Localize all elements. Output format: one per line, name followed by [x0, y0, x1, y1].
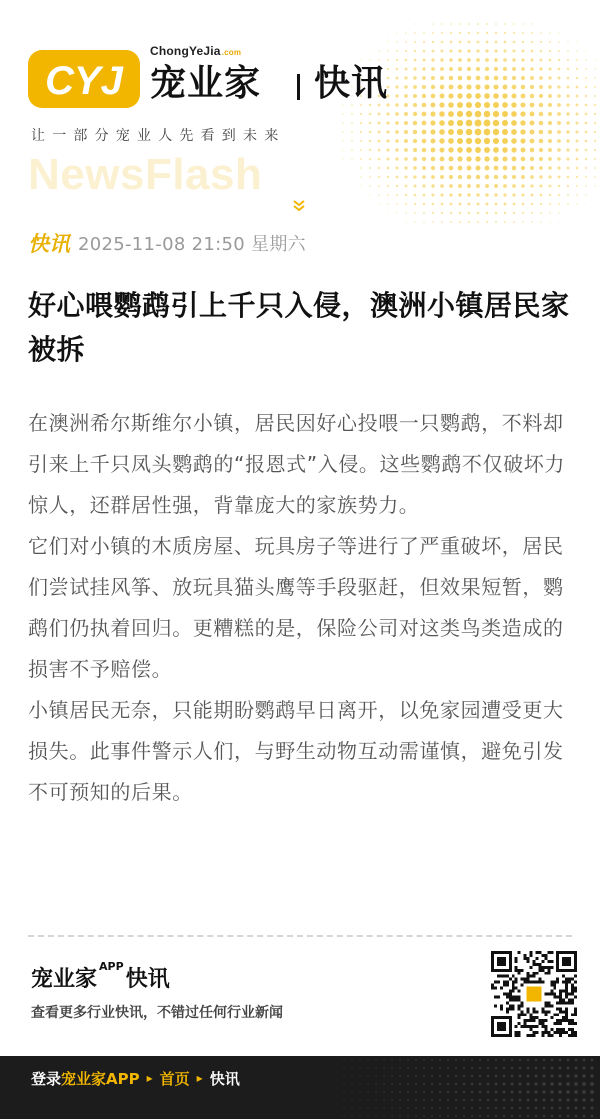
newsflash-watermark: NewsFlash: [28, 150, 263, 199]
news-link[interactable]: 快讯: [209, 1069, 240, 1088]
article-body: [28, 403, 572, 813]
logo-text: CYJ: [45, 59, 123, 103]
section-name: 快讯: [314, 63, 389, 104]
chevron-right-icon: ▸: [196, 1071, 203, 1085]
bottom-nav: [31, 1056, 240, 1100]
news-tag: 快讯: [28, 232, 70, 256]
qr-code[interactable]: [491, 951, 577, 1037]
article-paragraph: 在澳洲希尔斯维尔小镇，居民因好心投喂一只鹦鹉，不料却引来上千只凤头鹦鹉的“报恩式”入侵。这些鹦鹉不仅破坏力惊人，还群居性强，背靠庞大的家族势力。: [28, 411, 565, 517]
login-link[interactable]: 登录: [31, 1069, 62, 1088]
header: [0, 0, 600, 225]
article-paragraph: 小镇居民无奈，只能期盼鹦鹉早日离开，以免家园遭受更大损失。此事件警示人们，与野生动物互动需谨慎，避免引发不可预知的后果。: [28, 698, 564, 804]
dot-pattern-decoration: [340, 1056, 600, 1119]
cyj-logo: [28, 50, 140, 108]
footer-subtitle: 查看更多行业快讯，不错过任何行业新闻: [31, 1005, 283, 1021]
home-link[interactable]: 首页: [159, 1069, 190, 1088]
article-paragraph: 它们对小镇的木质房屋、玩具房子等进行了严重破坏，居民们尝试挂风筝、放玩具猫头鹰等手段驱赶，但效果短暂，鹦鹉们仍执着回归。更糟糕的是，保险公司对这类鸟类造成的损害不予赔偿。: [28, 534, 564, 681]
footer-divider: [28, 935, 572, 937]
slogan: 让一部分宠业人先看到未来: [31, 128, 286, 144]
chevron-right-icon: ▸: [146, 1071, 153, 1085]
brand-divider: [297, 74, 300, 100]
article-title: 好心喂鹦鹉引上千只入侵，澳洲小镇居民家被拆: [28, 289, 570, 366]
domain-label: ChongYeJia.com: [150, 44, 242, 58]
dot-pattern-decoration: [330, 20, 600, 225]
article-meta: [28, 228, 306, 258]
publish-date: 2025-11-08 21:50 星期六: [78, 234, 306, 255]
bottom-bar: [0, 1056, 600, 1119]
double-chevron-down-icon: [291, 198, 307, 214]
app-link[interactable]: 宠业家APP: [61, 1069, 140, 1088]
brand-name: 宠业家: [150, 63, 262, 104]
footer-app-title: 宠业家$^{APP}$快讯: [31, 960, 170, 992]
